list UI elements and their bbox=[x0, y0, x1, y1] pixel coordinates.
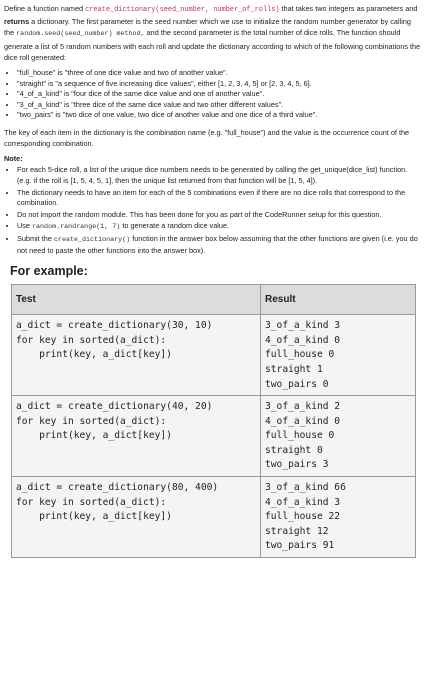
table-row bbox=[12, 477, 416, 558]
combo-straight: • "straight" is "a sequence of five increasing dice values", either [1, 2, 3, 4, 5] or [2, 3, 4, 5, 6]. bbox=[17, 79, 421, 90]
table-header-row bbox=[12, 285, 416, 315]
table-row bbox=[12, 396, 416, 477]
note-unique: • For each 5-dice roll, a list of the unique dice numbers needs to be generated by calling the get_unique(dice_list) function. (e.g. if the roll is [1, 5, 4, 5, 1], then the unique list returned from that function will be [1, 5, 4]). bbox=[17, 165, 421, 186]
note-all-combinations: • The dictionary needs to have an item for each of the 5 combinations even if there are no dice rolls that correspond to the combination. bbox=[17, 188, 421, 209]
intro-text-4: and the second parameter is the total number of dice rolls. The function should generate a list of 5 random numbers with each roll and update the dictionary according to which of the following combinations the dice roll generated: bbox=[4, 28, 421, 62]
result-line: 3_of_a_kind 66 bbox=[265, 482, 346, 494]
seed-call-code: random.seed(seed_number) method, bbox=[16, 30, 145, 39]
test-cell: a_dict = create_dictionary(30, 10) for key in sorted(a_dict): print(key, a_dict[key]) bbox=[12, 315, 261, 396]
result-line: two_pairs 0 bbox=[265, 378, 329, 390]
note-submit-text-2: function in the answer box below assuming that the other functions are given (i.e. you do not need to paste the other functions into the answer box). bbox=[17, 233, 418, 255]
combo-two-pairs: • "two_pairs" is "two dice of one value, two dice of another value and one dice of a third value". bbox=[17, 110, 421, 121]
submit-code: create_dictionary() bbox=[53, 235, 131, 244]
result-line: straight 0 bbox=[265, 444, 323, 456]
result-cell bbox=[261, 477, 416, 558]
result-line: two_pairs 91 bbox=[265, 540, 335, 552]
test-cell: a_dict = create_dictionary(80, 400) for key in sorted(a_dict): print(key, a_dict[key]) bbox=[12, 477, 261, 558]
note-submit bbox=[17, 234, 421, 256]
result-line: full_house 0 bbox=[265, 349, 335, 361]
function-signature: create_dictionary(seed_number, number_of_rolls) bbox=[85, 6, 280, 14]
result-line: 3_of_a_kind 2 bbox=[265, 401, 341, 413]
intro-paragraph bbox=[4, 3, 421, 63]
result-line: full_house 22 bbox=[265, 511, 341, 523]
combination-list bbox=[4, 68, 421, 121]
note-randrange bbox=[17, 221, 421, 233]
result-line: straight 12 bbox=[265, 525, 329, 537]
returns-bold: returns bbox=[4, 17, 30, 27]
note-randrange-text-2: to generate a random dice value. bbox=[120, 221, 230, 231]
note-submit-text-1: Submit the bbox=[17, 233, 54, 243]
intro-text-2: that takes two integers as parameters and bbox=[279, 4, 418, 13]
result-line: 4_of_a_kind 0 bbox=[265, 334, 341, 346]
randrange-code: random.randrange(1, 7) bbox=[32, 223, 121, 232]
intro-text-1: Define a function named bbox=[4, 4, 86, 13]
note-heading: Note: bbox=[4, 154, 23, 164]
combo-4-of-a-kind: • "4_of_a_kind" is "four dice of the same dice value and one of another value". bbox=[17, 89, 421, 100]
notes-list bbox=[4, 165, 421, 256]
combo-3-of-a-kind: • "3_of_a_kind" is "three dice of the same dice value and two other different values". bbox=[17, 100, 421, 111]
intro-text-3: a dictionary. The first parameter is the seed number which we use to initialize the random number generator by calling the bbox=[4, 17, 411, 38]
result-line: straight 1 bbox=[265, 363, 323, 375]
example-table bbox=[11, 284, 416, 558]
header-result: Result bbox=[261, 285, 416, 315]
combo-full-house: • "full_house" is "three of one dice value and two of another value". bbox=[17, 68, 421, 79]
result-line: two_pairs 3 bbox=[265, 459, 329, 471]
table-row bbox=[12, 315, 416, 396]
note-randrange-text-1: Use bbox=[17, 221, 33, 231]
result-line: 4_of_a_kind 0 bbox=[265, 415, 341, 427]
key-paragraph: The key of each item in the dictionary is the combination name (e.g. "full_house") and the value is the occurrence count of the corresponding combination. bbox=[4, 127, 410, 149]
header-test: Test bbox=[12, 285, 261, 315]
result-line: 4_of_a_kind 3 bbox=[265, 496, 341, 508]
result-line: full_house 0 bbox=[265, 430, 335, 442]
test-cell: a_dict = create_dictionary(40, 20) for key in sorted(a_dict): print(key, a_dict[key]) bbox=[12, 396, 261, 477]
result-cell bbox=[261, 396, 416, 477]
example-heading: For example: bbox=[10, 264, 88, 279]
result-line: 3_of_a_kind 3 bbox=[265, 320, 341, 332]
note-no-import: • Do not import the random module. This has been done for you as part of the CodeRunner setup for this question. bbox=[17, 210, 421, 221]
result-cell bbox=[261, 315, 416, 396]
